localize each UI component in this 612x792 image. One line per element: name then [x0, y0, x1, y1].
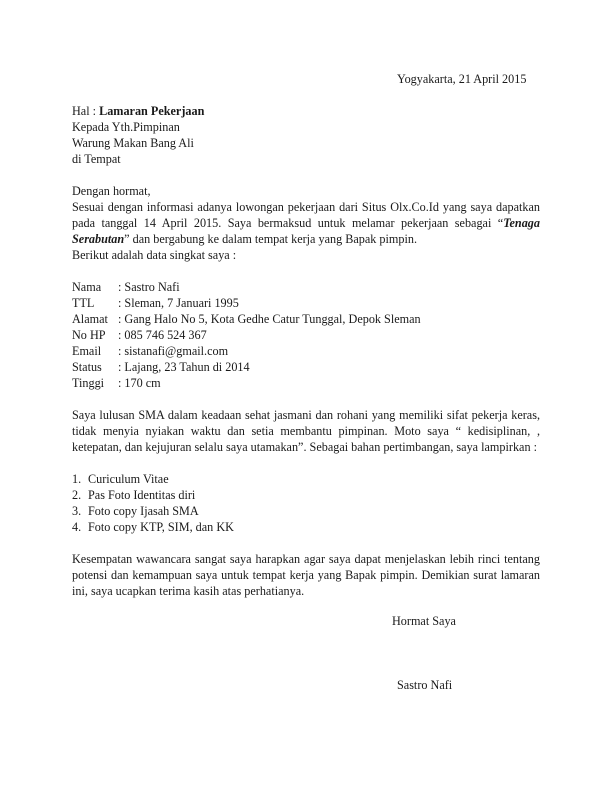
- intro-line: [72, 215, 540, 231]
- list-number: 2.: [72, 488, 82, 502]
- data-row-alamat: [72, 311, 421, 327]
- job-title-part: Serabutan: [72, 232, 125, 246]
- data-value: : Sastro Nafi: [118, 280, 180, 294]
- data-label: Nama: [72, 280, 102, 294]
- subject-text: Lamaran Pekerjaan: [99, 104, 205, 118]
- attachment-item: [72, 487, 195, 503]
- list-number: 4.: [72, 520, 82, 534]
- attachment-item: [72, 503, 199, 519]
- greeting: Dengan hormat,: [72, 184, 151, 198]
- paragraph-line: tidak menyia nyiakan waktu dan setia membantu pimpinan. Moto saya “ kedisiplinan, ,: [72, 424, 540, 438]
- data-value: : Sleman, 7 Januari 1995: [118, 296, 239, 310]
- intro-line: Sesuai dengan informasi adanya lowongan pekerjaan dari Situs Olx.Co.Id yang saya dapatkan: [72, 200, 540, 214]
- recipient-line: Warung Makan Bang Ali: [72, 136, 194, 150]
- attachment-text: Curiculum Vitae: [88, 472, 169, 486]
- data-value: : Lajang, 23 Tahun di 2014: [118, 360, 250, 374]
- data-label: No HP: [72, 328, 106, 342]
- data-row-tinggi: [72, 375, 161, 391]
- paragraph-line: Saya lulusan SMA dalam keadaan sehat jasmani dan rohani yang memiliki sifat pekerja keras,: [72, 408, 540, 422]
- recipient-line: di Tempat: [72, 152, 121, 166]
- data-label: Status: [72, 360, 102, 374]
- data-row-no-hp: [72, 327, 207, 343]
- data-row-nama: [72, 279, 180, 295]
- data-label: Tinggi: [72, 376, 105, 390]
- data-row-status: [72, 359, 250, 375]
- attachment-text: Pas Foto Identitas diri: [88, 488, 196, 502]
- data-value: : 085 746 524 367: [118, 328, 207, 342]
- subject-prefix: Hal :: [72, 104, 100, 118]
- intro-text: ” dan bergabung ke dalam tempat kerja yang Bapak pimpin.: [124, 232, 418, 246]
- signoff: Hormat Saya: [392, 614, 456, 628]
- closing-line: ini, saya ucapkan terima kasih atas perhatianya.: [72, 584, 305, 598]
- signature-name: Sastro Nafi: [397, 678, 453, 692]
- data-label: Alamat: [72, 312, 108, 326]
- data-label: TTL: [72, 296, 95, 310]
- data-label: Email: [72, 344, 102, 358]
- data-row-email: [72, 343, 228, 359]
- job-title-part: Tenaga: [503, 216, 540, 230]
- data-value: : sistanafi@gmail.com: [118, 344, 229, 358]
- paragraph-line: ketepatan, dan kejujuran selalu saya utamakan”. Sebagai bahan pertimbangan, saya lampirkan :: [72, 440, 537, 454]
- data-row-ttl: [72, 295, 239, 311]
- attachment-item: [72, 471, 169, 487]
- attachment-item: [72, 519, 234, 535]
- closing-line: potensi dan kemampuan saya untuk tempat kerja yang Bapak pimpin. Demikian surat lamaran: [72, 568, 540, 582]
- data-value: : Gang Halo No 5, Kota Gedhe Catur Tunggal, Depok Sleman: [118, 312, 421, 326]
- recipient-line: Kepada Yth.Pimpinan: [72, 120, 180, 134]
- intro-line: Berikut adalah data singkat saya :: [72, 248, 237, 262]
- list-number: 3.: [72, 504, 82, 518]
- list-number: 1.: [72, 472, 82, 486]
- data-value: : 170 cm: [118, 376, 161, 390]
- attachment-text: Foto copy KTP, SIM, dan KK: [88, 520, 234, 534]
- closing-line: Kesempatan wawancara sangat saya harapkan agar saya dapat menjelaskan lebih rinci tentang: [72, 552, 540, 566]
- date-line: Yogyakarta, 21 April 2015: [397, 72, 527, 86]
- attachment-text: Foto copy Ijasah SMA: [88, 504, 199, 518]
- intro-line: [72, 231, 417, 247]
- intro-text: pada tanggal 14 April 2015. Saya bermaksud untuk melamar pekerjaan sebagai “: [72, 216, 504, 230]
- subject-line: [72, 103, 204, 119]
